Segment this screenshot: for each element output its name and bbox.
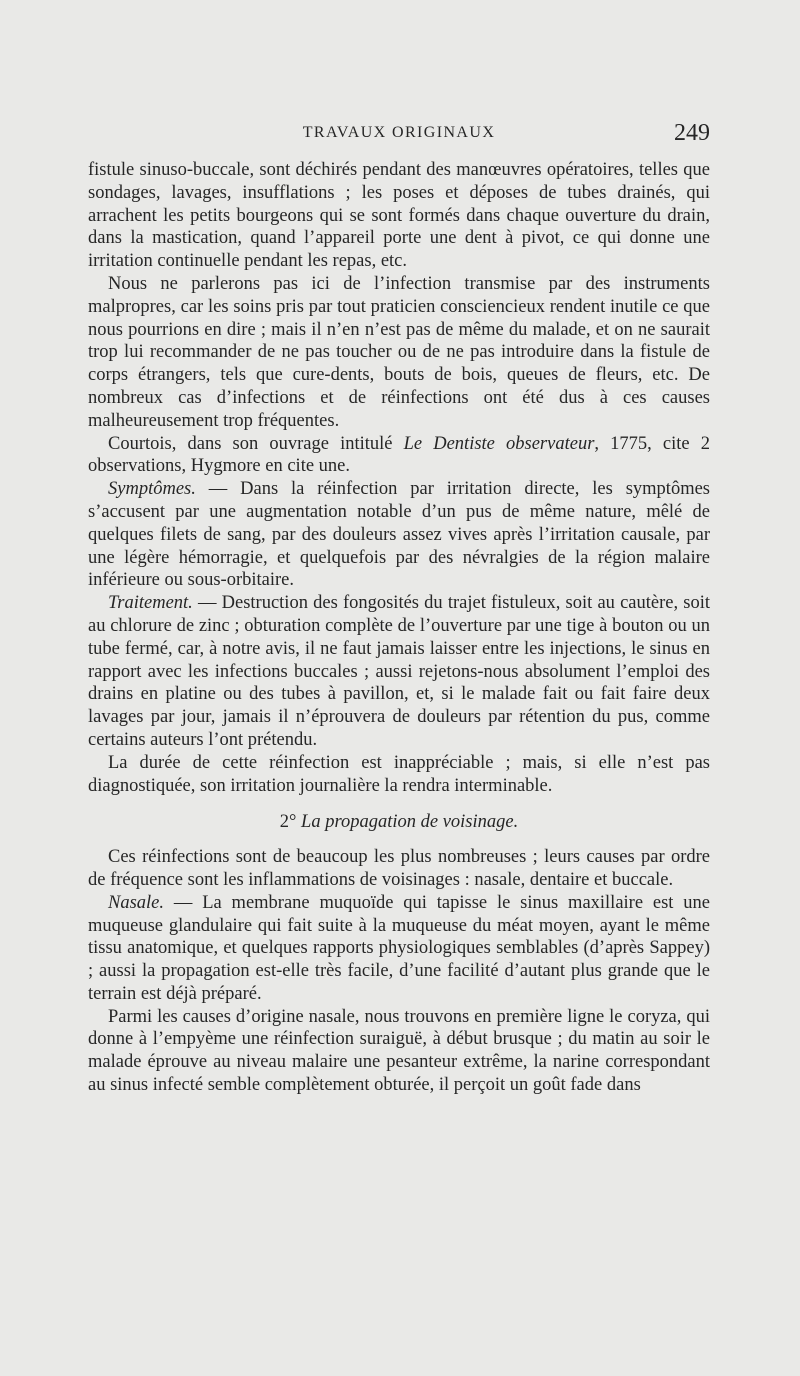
paragraph-3 xyxy=(88,433,710,479)
page-number: 249 xyxy=(674,120,710,146)
subheading-number: 2° xyxy=(279,812,302,833)
paragraph-reinfections: Ces réinfections sont de beaucoup les plus nombreuses ; leurs causes par ordre de fréquence sont les inflammations de voisinages : nasale, dentaire et buccale. xyxy=(88,847,710,890)
traitement-text: — Destruction des fongosités du trajet fistuleux, soit au cautère, soit au chlorure de zinc ; obturation complète de l’ouverture par une tige à bouton ou un tube fermé, car, à notre avis, il ne faut jamais laisser entre les injections, le sinus en rapport avec les infections buccales ; aussi rejetons-nous absolument l’emploi des drains en platine ou des tubes à pavillon, et, si le malade fait ou fait faire deux lavages par jour, jamais il n’éprouvera de douleurs par rétention du pus, comme certains auteurs l’ont prétendu. xyxy=(88,593,710,750)
running-title: TRAVAUX ORIGINAUX xyxy=(302,124,496,141)
nasale-text: — La membrane muquoïde qui tapisse le sinus maxillaire est une muqueuse glandulaire qui fait suite à la muqueuse du méat moyen, ayant le même tissu anatomique, et quelques rapports physiologiques semblables (d’après Sappey) ; aussi la propagation est-elle très facile, d’une facilité d’autant plus grande que le terrain est déjà préparé. xyxy=(88,892,710,1004)
paragraph-duree: La durée de cette réinfection est inappréciable ; mais, si elle n’est pas diagnostiquée, son irritation journalière la rendra interminable. xyxy=(88,752,710,796)
paragraph-causes-nasales: Parmi les causes d’origine nasale, nous trouvons en première ligne le coryza, qui donne à l’empyème une réinfection suraiguë, à début brusque ; du matin au soir le malade éprouve au niveau malaire une pesanteur extrême, la narine correspondant au sinus infecté semble complètement obturée, il perçoit un goût fade dans xyxy=(88,1006,710,1096)
page-header xyxy=(88,120,710,150)
section-subheading xyxy=(88,811,710,834)
nasale-lead: Nasale. xyxy=(108,892,165,913)
body-text xyxy=(88,159,710,1097)
paragraph-1: fistule sinuso-buccale, sont déchirés pendant des manœuvres opératoires, telles que sondages, lavages, insufflations ; les poses et déposes de tubes drainés, qui arrachent les petits bourgeons qui se sont formés dans chaque ouverture du drain, dans la mastication, quand l’appareil porte une dent à pivot, ce qui donne une irritation continuelle pendant les repas, etc. xyxy=(88,160,710,272)
paragraph-2: Nous ne parlerons pas ici de l’infection transmise par des instruments malpropres, car les soins pris par tout praticien consciencieux rendent inutile ce que nous pourrions en dire ; mais il n’en n’est pas de même du malade, et on ne saurait trop lui recommander de ne pas toucher ou de ne pas introduire dans la fistule de corps étrangers, tels que cure-dents, bouts de bois, queues de fleurs, etc. De nombreux cas d’infections et de réinfections ont été dus à ces causes malheureusement trop fréquentes. xyxy=(88,273,710,431)
paragraph-nasale xyxy=(88,892,710,1006)
paragraph-traitement xyxy=(88,592,710,752)
traitement-lead: Traitement. xyxy=(108,593,193,614)
symptomes-lead: Symptômes. xyxy=(108,479,196,500)
paragraph-symptomes xyxy=(88,478,710,592)
paragraph-3-before: Courtois, dans son ouvrage intitulé xyxy=(108,433,404,454)
book-title: Le Dentiste observateur xyxy=(403,433,595,454)
subheading-title: La propagation de voisinage. xyxy=(301,812,519,833)
symptomes-text: — Dans la réinfection par irritation directe, les symptômes s’accusent par une augmentation notable d’un pus de même nature, mêlé de quelques filets de sang, par des douleurs assez vives après l’irritation causale, par une légère hémorragie, et quelquefois par des névralgies de la région malaire inférieure ou sous-orbitaire. xyxy=(88,479,710,591)
paragraph-3-after: , 1775, cite 2 observations, Hygmore en cite une. xyxy=(88,433,710,477)
